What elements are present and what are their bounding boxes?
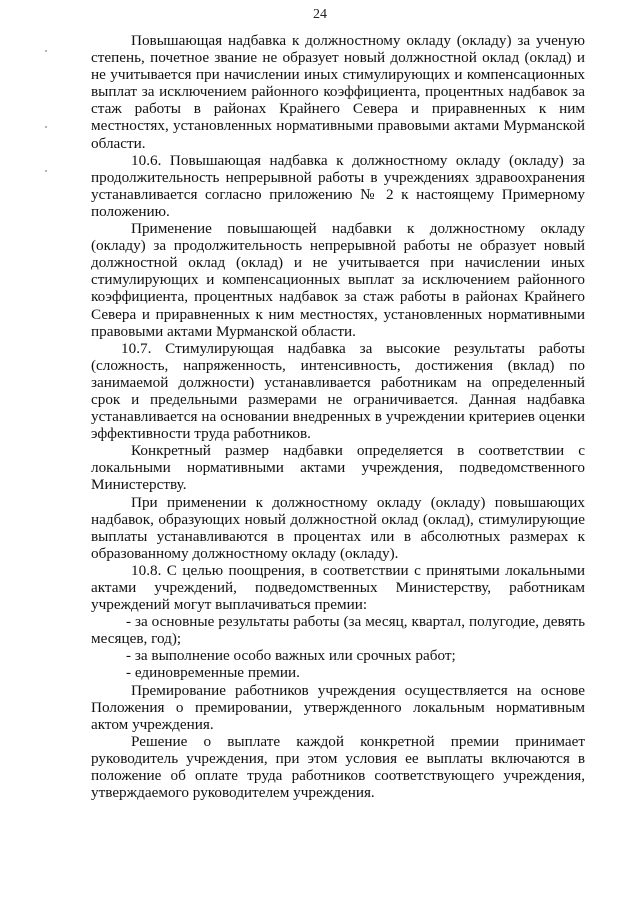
list-item-one-time-bonus: - единовременные премии. xyxy=(126,664,300,682)
paragraph-bonus-application: При применении к должностному окладу (окладу) повышающих надбавок, образующих новый должностной оклад (оклад), стимулирующие выплаты устанавливаются в процентах или в абсолютных размерах к образованному должностному окладу (окладу). xyxy=(91,493,585,562)
page-number: 24 xyxy=(313,7,327,22)
scan-speck xyxy=(45,170,47,172)
paragraph-bonus-decision: Решение о выплате каждой конкретной премии принимает руководитель учреждения, при этом условия ее выплаты включаются в положение об оплате труда работников соответствующего учреждения, утверждаемого руководителем учреждения. xyxy=(91,732,585,802)
paragraph-degree-bonus: Повышающая надбавка к должностному окладу (окладу) за ученую степень, почетное звание не образует новый должностной оклад (оклад) и не учитывается при начислении иных стимулирующих и компенсационных выплат за исключением районного коэффициента, процентных надбавок за стаж работы в районах Крайнего Севера и приравненных к ним местностях, установленных нормативными правовыми актами Мурманской области. xyxy=(91,32,585,152)
paragraph-continuous-work-bonus: Применение повышающей надбавки к должностному окладу (окладу) за продолжительность непрерывной работы не образует новый должностной оклад (оклад) и не учитывается при начислении иных стимулирующих и компенсационных выплат за исключением районного коэффициента, процентных надбавок за стаж работы в районах Крайнего Севера и приравненных к ним местностях, установленных нормативными правовыми актами Мурманской области. xyxy=(91,220,585,340)
scan-speck xyxy=(45,126,47,128)
paragraph-bonus-regulation: Премирование работников учреждения осуществляется на основе Положения о премировании, утвержденного локальным нормативным актом учреждения. xyxy=(91,681,585,733)
document-body xyxy=(91,32,585,801)
paragraph-10-8: 10.8. С целью поощрения, в соответствии с принятыми локальными актами учреждений, подведомственных Министерству, работникам учреждений могут выплачиваться премии: xyxy=(91,561,585,614)
paragraph-bonus-size: Конкретный размер надбавки определяется в соответствии с локальными нормативными актами учреждения, подведомственного Министерству. xyxy=(91,442,585,494)
paragraph-10-7: 10.7. Стимулирующая надбавка за высокие результаты работы (сложность, напряженность, интенсивность, достижения (вклад) по занимаемой должности) устанавливается работникам на определенный срок и предельными размерами не ограничивается. Данная надбавка устанавливается на основании внедренных в учреждении критериев оценки эффективности труда работников. xyxy=(91,339,585,443)
list-item-urgent-work: - за выполнение особо важных или срочных работ; xyxy=(126,647,456,665)
scan-speck xyxy=(45,50,47,52)
paragraph-10-6: 10.6. Повышающая надбавка к должностному окладу (окладу) за продолжительность непрерывной работы в учреждениях здравоохранения устанавливается согласно приложению № 2 к настоящему Примерному положению. xyxy=(91,151,585,220)
list-item-main-results: - за основные результаты работы (за месяц, квартал, полугодие, девять месяцев, год); xyxy=(91,613,585,648)
